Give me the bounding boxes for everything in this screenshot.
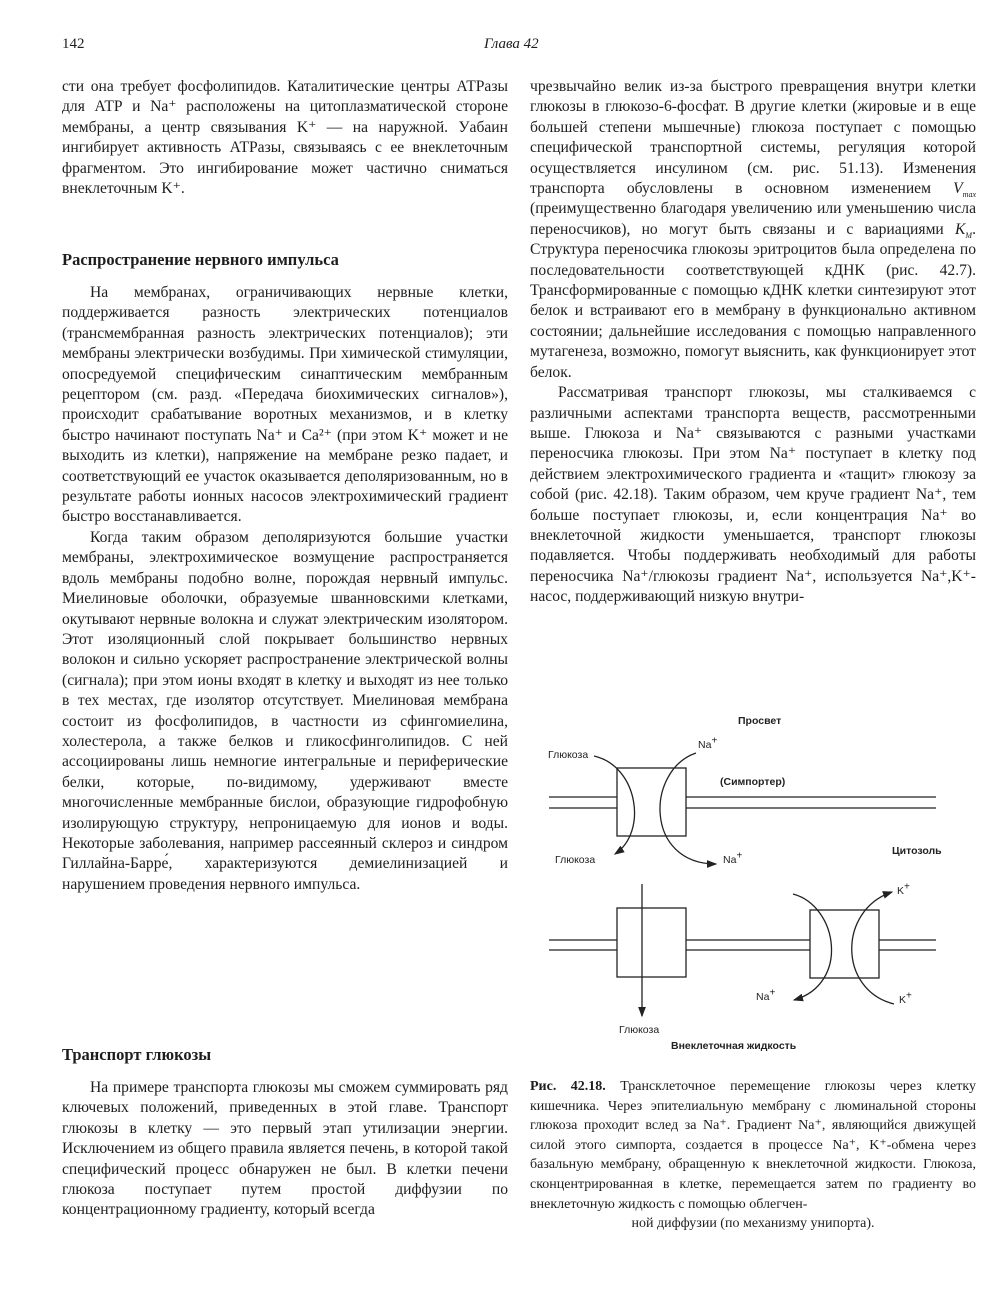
figure-transcellular-glucose	[520, 714, 999, 1064]
label-k-in: K+	[899, 990, 912, 1006]
paragraph: Когда таким образом деполяризуются большие участки мембраны, электрохимическое возмущение распространяется вдоль мембраны подобно волне, порождая нервный импульс. Миелиновые оболочки, образуемые шванновскими клетками, окутывают нервные волокна и служат электрическим изолятором. Этот изоляционный слой покрывает большинство нервных волокон и сильно ускоряет распространение электрической волны (сигнала); при этом ионы входят в клетку и выходят из нее только в тех местах, где изолятор отсутствует. Миелиновая мембрана состоит из фосфолипидов, в частности из сфингомиелина, холестерола, а также белков и гликосфинголипидов. С ней ассоциированы лишь немногие интегральные и периферические белки, которые, по-видимому, удерживают вместе многочисленные мембранные бислои, образующие гидрофобную изолирующую структуру, непроницаемую для ионов и воды. Некоторые заболевания, например рассеянный склероз и синдром Гиллайна-Барре́, характеризуются демиелинизацией и нарушением проведения нервного импульса.	[62, 528, 508, 893]
vmax-symbol: V	[953, 180, 963, 198]
right-column-text	[530, 77, 976, 608]
section-nerve-impulse	[62, 250, 508, 895]
figure-caption	[530, 1077, 976, 1234]
page-number: 142	[62, 36, 85, 52]
uniporter-box	[617, 908, 686, 977]
section-glucose-transport	[62, 1045, 508, 1221]
left-intro-paragraph	[62, 77, 508, 199]
figure-number: Рис. 42.18.	[530, 1079, 606, 1094]
caption-text: Трансклеточное перемещение глюкозы через клетку кишечника. Через эпителиальную мембрану с люминальной стороны глюкоза проходит вслед за Na⁺. Градиент Na⁺, являющийся движущей силой этого симпорта, создается в процессе Na⁺, K⁺-обмена через базальную мембрану, обращенную к внеклеточной жидкости. Глюкоза, сконцентрированная в клетке, перемещается затем по градиенту во внеклеточную жидкость с помощью облегчен-	[530, 1079, 976, 1212]
running-head: Глава 42	[484, 36, 539, 52]
paragraph: сти она требует фосфолипидов. Каталитические центры АТРазы для АТР и Na⁺ расположены на цитоплазматической стороне мембраны, а центр связывания K⁺ — на наружной. Уабаин ингибирует активность АТРазы, связываясь с ее внеклеточным фрагментом. Это ингибирование может частично сниматься внеклеточным K⁺.	[62, 78, 508, 198]
paragraph: На примере транспорта глюкозы мы сможем суммировать ряд ключевых положений, приведенных в этой главе. Транспорт глюкозы в клетку — это первый этап утилизации энергии. Исключением из общего правила является печень, в которой такой специфический процесс обнаружен не был. В клетки печени глюкоза поступает путем простой диффузии по концентрационному градиенту, который всегда	[62, 1079, 508, 1219]
section-heading: Транспорт глюкозы	[62, 1045, 212, 1064]
label-glucose-cytosol: Глюкоза	[555, 854, 596, 866]
label-extracellular-fluid: Внеклеточная жидкость	[671, 1040, 797, 1052]
km-symbol: K	[955, 220, 966, 238]
figure-diagram	[520, 714, 999, 1064]
label-lumen: Просвет	[738, 715, 782, 727]
paragraph: Рассматривая транспорт глюкозы, мы сталкиваемся с различными аспектами транспорта веществ, рассмотренными выше. Глюкоза и Na⁺ связываются с разными участками переносчика глюкозы. При этом Na⁺ поступает в клетку под действием электрохимического градиента и «тащит» глюкозу за собой (рис. 42.18). Таким образом, чем круче градиент Na⁺, тем больше поступает глюкозы, и, если концентрация Na⁺ во внеклеточной жидкости уменьшается, транспорт глюкозы подавляется. Чтобы поддерживать необходимый для работы переносчика Na⁺/глюкозы градиент Na⁺, используется Na⁺,K⁺-насос, поддерживающий низкую внутри-	[530, 384, 976, 606]
label-symporter: (Симпортер)	[720, 776, 786, 788]
paragraph: На мембранах, ограничивающих нервные клетки, поддерживается разность электрических потенциалов (трансмембранная разность электрических потенциалов); эти мембраны электрически возбудимы. При химической стимуляции, опосредуемой специфическим синаптическим мембранным рецептором (см. разд. «Передача биохимических сигналов»), происходит срабатывание воротных механизмов, и в клетку быстро начинают поступать Na⁺ и Ca²⁺ (при этом K⁺ может и не выходить из клетки), напряжение на мембране резко падает, и соответствующий ее участок оказывается деполяризованным, но в результате работы ионных насосов электрохимический градиент быстро восстанавливается.	[62, 284, 508, 526]
label-na-in: Na+	[698, 735, 718, 751]
section-heading: Распространение нервного импульса	[62, 250, 339, 269]
symporter-box	[617, 768, 686, 836]
caption-last-line: ной диффузии (по механизму унипорта).	[631, 1216, 875, 1232]
na-k-pump-box	[810, 910, 879, 978]
paragraph: чрезвычайно велик из-за быстрого превращения внутри клетки глюкозы в глюкозо-6-фосфат. В другие клетки (жировые и в еще большей степени мышечные) глюкоза поступает с помощью специфической транспортной системы, регуляция которой осуществляется инсулином (см. рис. 51.13). Изменения транспорта обусловлены в основном изменением $V_{max}$ (преимущественно благодаря увеличению или уменьшению числа переносчиков), но могут быть связаны и с вариациями $K_M$. Структура переносчика глюкозы эритроцитов была определена по последовательности соответствующей кДНК (рис. 42.7). Трансформированные с помощью кДНК клетки синтезируют этот белок и встраивают его в мембрану в функционально активном состоянии; дальнейшие исследования с помощью направленного мутагенеза, возможно, помогут выяснить, как функционирует этот белок.	[530, 78, 976, 381]
label-na-cytosol: Na+	[723, 850, 743, 866]
label-k-out: K+	[897, 881, 910, 897]
label-glucose-in: Глюкоза	[548, 749, 589, 761]
label-cytosol: Цитозоль	[892, 845, 942, 857]
label-glucose-extracellular: Глюкоза	[619, 1024, 660, 1036]
label-na-extracellular: Na+	[756, 987, 776, 1003]
